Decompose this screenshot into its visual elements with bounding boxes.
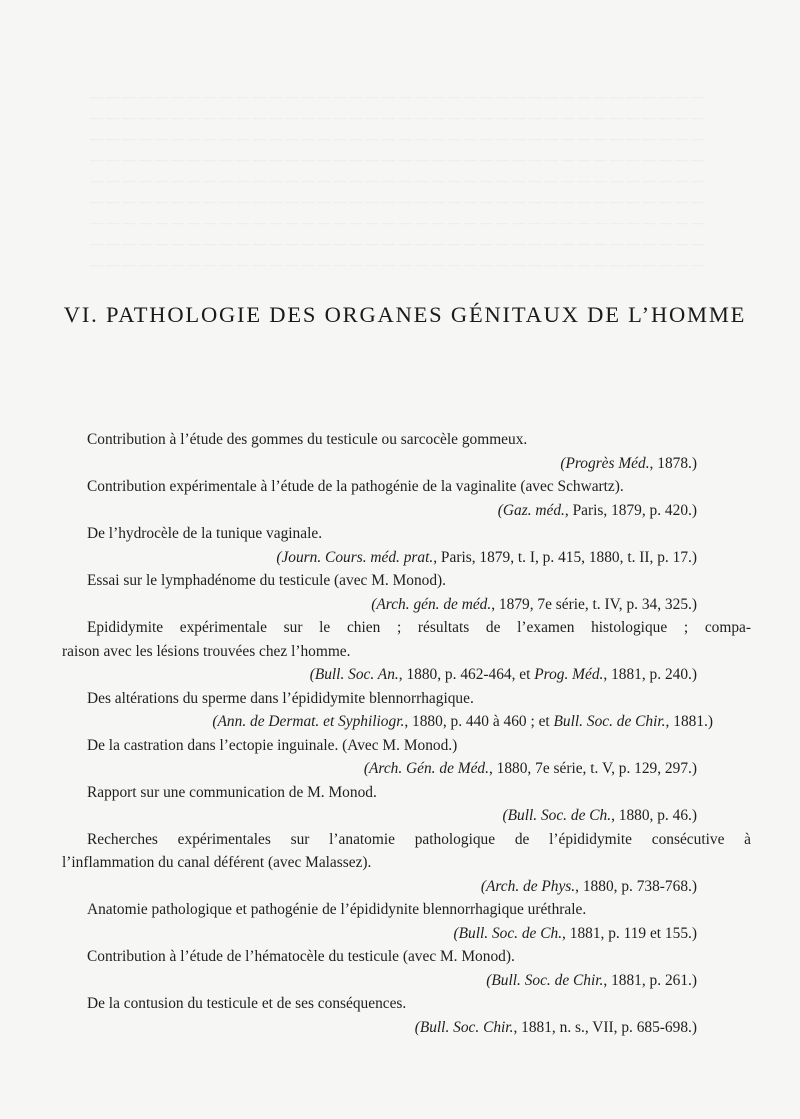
journal-name: (Bull. Soc. de Chir. bbox=[486, 971, 604, 989]
reference-details: , 1880, p. 738-768.) bbox=[575, 877, 697, 895]
entry-title: Contribution à l’étude de l’hématocèle du testicule (avec M. Monod). bbox=[87, 948, 515, 965]
bibliography-entry bbox=[87, 522, 751, 569]
reference-details: , 1881, p. 240.) bbox=[603, 666, 697, 683]
bibliography-entry bbox=[87, 898, 751, 945]
reference-details: , 1880, 7e série, t. V, p. 129, 297.) bbox=[488, 760, 697, 777]
entry-reference bbox=[87, 452, 751, 476]
reference-details: , 1881, n. s., VII, p. 685-698.) bbox=[513, 1018, 697, 1036]
reference-details: , Paris, 1879, p. 420.) bbox=[564, 501, 697, 519]
journal-name: (Ann. de Dermat. et Syphiliogr. bbox=[212, 713, 405, 730]
reference-details: , 1881, p. 261.) bbox=[603, 971, 697, 989]
section-heading: VI. PATHOLOGIE DES ORGANES GÉNITAUX DE L’HOMME bbox=[63, 302, 747, 327]
entry-reference bbox=[87, 757, 751, 781]
bibliography-entry bbox=[87, 945, 751, 992]
entry-reference bbox=[87, 499, 751, 523]
entry-title: Contribution expérimentale à l’étude de la pathogénie de la vaginalite (avec Schwartz). bbox=[87, 478, 624, 495]
journal-name: Prog. Méd. bbox=[534, 666, 604, 683]
entry-reference bbox=[87, 875, 751, 899]
entry-title: De l’hydrocèle de la tunique vaginale. bbox=[87, 525, 323, 542]
journal-name: Bull. Soc. de Chir. bbox=[553, 713, 666, 730]
bibliography-entry bbox=[87, 687, 751, 734]
bibliography-entry bbox=[87, 569, 751, 616]
reference-details: , 1880, p. 46.) bbox=[611, 807, 697, 824]
entry-reference bbox=[87, 593, 751, 617]
journal-name: (Progrès Méd. bbox=[560, 454, 650, 472]
journal-name: (Gaz. méd. bbox=[497, 501, 565, 519]
bibliography-entry bbox=[87, 734, 751, 781]
entry-title-continuation: raison avec les lésions trouvées chez l’homme. bbox=[62, 642, 351, 660]
entry-title: Contribution à l’étude des gommes du testicule ou sarcocèle gommeux. bbox=[87, 431, 528, 448]
entry-reference bbox=[87, 969, 751, 993]
entry-title: Recherches expérimentales sur l’anatomie pathologique de l’épididymite consécutive à bbox=[87, 830, 751, 848]
bibliography-entry bbox=[87, 992, 751, 1039]
bibliography-entry bbox=[87, 475, 751, 522]
entry-title-continuation: l’inflammation du canal déférent (avec Malassez). bbox=[62, 854, 372, 871]
bibliography-entry bbox=[62, 616, 751, 687]
entry-reference bbox=[87, 1016, 751, 1040]
entry-title: Rapport sur une communication de M. Monod. bbox=[87, 783, 377, 801]
entry-title: Des altérations du sperme dans l’épididymite blennorrhagique. bbox=[87, 689, 474, 707]
show-through-text: — — — — — — — — — — — — — — — — — — — — — — — — — — — — — — — — — — — — — — — — — — — — — — — — — — — — — — — — — — — — — — — — — — — — — — — — — — — — — — — — — — — — — — — — — — — — — — — — — — — — — — — — — — — — — — — — — — — — — — — — — — — — — — — — — — — — — — — — — — — — — — — — — — — — — — — — — — — — — — — — — — — — — — — — — — — — — — — — — — — — — — — — — — — — — — — — — — — — — — — — — — — — — — — — — — — — — — — — — — — — — — — — — — — — — — — — — — — — — — — — — — — — — — — — — — — — — — — — — — — — — — — — — — — — — — — — — — — — — — — — — — — — — — — — — — — — — — — — — — — — — — — — — — — — — — — — — — — — — — — — — — — — — — — — — — — — — — — — — — — — — — bbox=[90, 89, 705, 272]
bibliography-entry bbox=[87, 428, 751, 475]
reference-details: , 1879, 7e série, t. IV, p. 34, 325.) bbox=[491, 595, 697, 613]
journal-name: (Arch. de Phys. bbox=[480, 877, 576, 895]
entry-title: Anatomie pathologique et pathogénie de l’épididynite blennorrhagique uréthrale. bbox=[87, 901, 587, 918]
reference-details: , Paris, 1879, t. I, p. 415, 1880, t. II, p. 17.) bbox=[433, 548, 697, 566]
journal-name: (Journ. Cours. méd. prat. bbox=[276, 548, 434, 566]
journal-name: (Bull. Soc. An. bbox=[309, 666, 399, 683]
journal-name: (Bull. Soc. de Ch. bbox=[502, 807, 612, 824]
entry-title: De la contusion du testicule et de ses conséquences. bbox=[87, 995, 407, 1012]
entry-reference bbox=[87, 804, 751, 828]
reference-details: , 1880, p. 462-464, et bbox=[398, 666, 535, 683]
reference-details: , 1878.) bbox=[649, 454, 697, 472]
entry-title: Epididymite expérimentale sur le chien ; résultats de l’examen histologique ; compa- bbox=[87, 619, 751, 636]
reference-details: , 1881.) bbox=[665, 713, 713, 730]
bibliography-entry bbox=[62, 828, 751, 899]
reference-details: , 1880, p. 440 à 460 ; et bbox=[404, 713, 554, 730]
journal-name: (Arch. Gén. de Méd. bbox=[363, 760, 489, 777]
reference-details: , 1881, p. 119 et 155.) bbox=[562, 924, 697, 942]
entry-title: De la castration dans l’ectopie inguinale. (Avec M. Monod.) bbox=[87, 736, 458, 754]
entry-reference bbox=[87, 922, 751, 946]
journal-name: (Arch. gén. de méd. bbox=[371, 595, 492, 613]
entry-reference bbox=[87, 546, 751, 570]
entry-title: Essai sur le lymphadénome du testicule (avec M. Monod). bbox=[87, 572, 447, 589]
bibliography-entry bbox=[87, 781, 751, 828]
entry-reference bbox=[87, 710, 751, 734]
journal-name: (Bull. Soc. Chir. bbox=[414, 1018, 514, 1036]
bibliography-list bbox=[62, 428, 751, 1039]
journal-name: (Bull. Soc. de Ch. bbox=[453, 924, 563, 942]
entry-reference bbox=[87, 663, 751, 687]
